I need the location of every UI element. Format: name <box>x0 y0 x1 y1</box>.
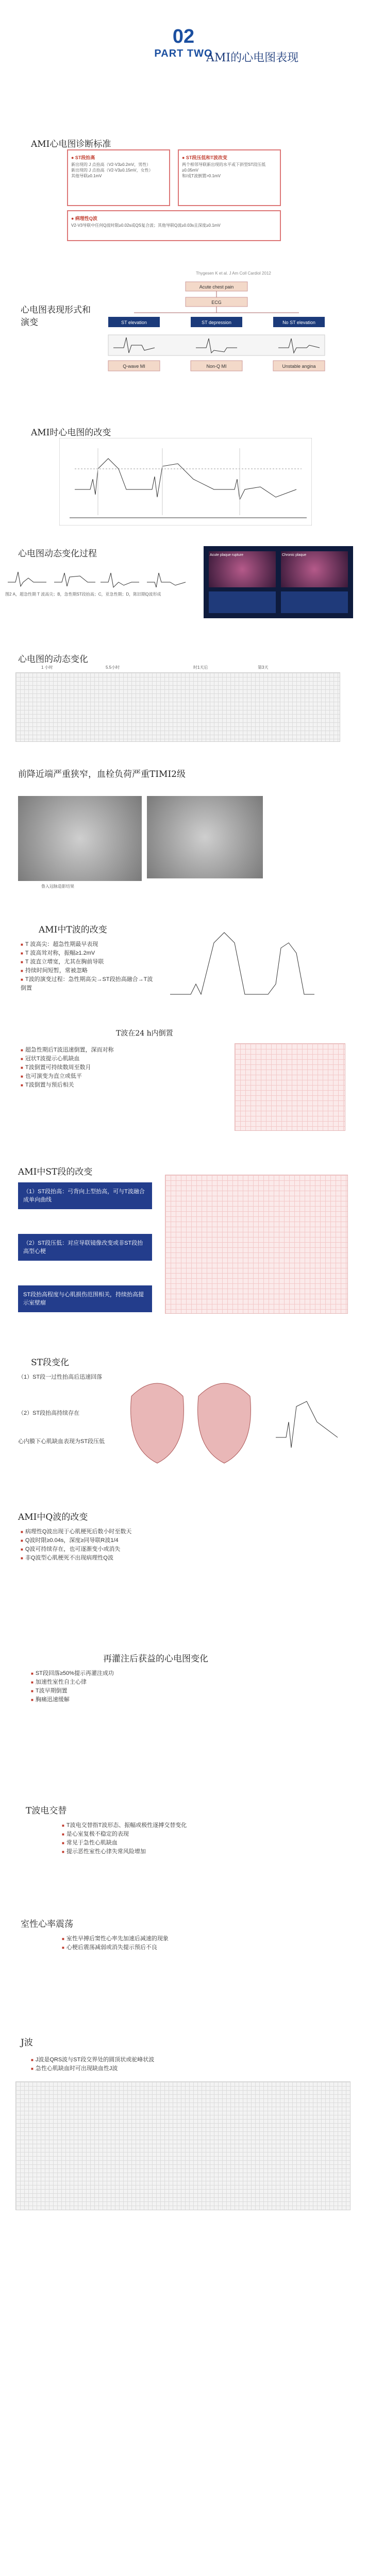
flow-node-st-depression: ST depression <box>202 320 231 325</box>
list-item: ■ 是心室复极不稳定的表现 <box>62 1830 345 1839</box>
list-item: ■ ST段回落≥50%提示再灌注成功 <box>31 1669 237 1678</box>
list-item: ■ T波早期倒置 <box>31 1687 237 1696</box>
q-wave-list <box>21 1528 345 1563</box>
time-label: 1 小时 <box>41 665 53 670</box>
reperfusion-list <box>31 1669 237 1704</box>
t-wave-list <box>21 940 155 992</box>
plaque-photos: Acute plaque rupture Chronic plaque <box>204 546 353 618</box>
list-item: ■ T波电交替指T波形态、振幅或极性逐搏交替变化 <box>62 1821 345 1830</box>
list-item: ■ 急性心肌缺血时可出现缺血性J波 <box>31 2064 237 2073</box>
flow-node-q-mi: Q-wave MI <box>123 364 145 369</box>
flow-node-no-st: No ST elevation <box>282 320 315 325</box>
list-item: ■ 冠状T波提示心肌缺血 <box>21 1055 216 1063</box>
section-title-ami-changes: AMI时心电图的改变 <box>31 428 111 438</box>
flow-node-st-elevation: ST elevation <box>121 320 147 325</box>
t-alternans-list <box>62 1821 345 1856</box>
list-item: ■ Q波时限≥0.04s，深度≥同导联R波1/4 <box>21 1536 345 1545</box>
criteria-q-box: ● 病理性Q波 V2-V3导联中任何Q波时限≥0.02s或QS复合波；其他导联Q波≥0.03s且深度≥0.1mV <box>67 210 281 241</box>
flow-node-ua: Unstable angina <box>282 364 316 369</box>
angiography-caption: 鲁入冠脉造影结果 <box>41 884 74 889</box>
criteria-st-line: 新出现的 J 点抬高（V2-V3≥0.2mV，男性） <box>71 162 151 167</box>
phase-caption: 图2 A，超急性期 T 波高尖；B，急性期ST段抬高；C，亚急性期；D，陈旧期Q波形成 <box>5 592 161 597</box>
list-item: ■ 超急性期后T波迅速倒置，深而对称 <box>21 1046 216 1055</box>
section-title-t-wave: AMI中T波的改变 <box>39 925 107 935</box>
list-item: ■ J波是QRS波与ST段交界处的圆顶状或驼峰状波 <box>31 2056 237 2064</box>
list-item: ■ T 波直立增宽，尤其在胸前导联 <box>21 958 155 967</box>
list-item: ■ 持续时间短暂，常被忽略 <box>21 967 155 975</box>
source-citation: Thygesen K et al. J Am Coll Cardiol 2012 <box>196 271 271 276</box>
flow-node-ecg: ECG <box>211 300 222 305</box>
st-box-2: （2）ST段压低：对应导联镜像改变或非ST段抬高型心梗 <box>18 1234 152 1261</box>
st-change-desc: （2）ST段抬高持续存在 <box>18 1410 80 1416</box>
time-label: 5.5小时 <box>106 665 120 670</box>
heart-diagrams <box>111 1360 348 1473</box>
list-item: ■ 心梗后震荡减弱或消失提示预后不良 <box>62 1943 345 1952</box>
j-wave-ecg <box>15 2081 351 2210</box>
section-title-t-24h: T波在24 h内倒置 <box>116 1029 173 1038</box>
criteria-panel <box>67 149 283 242</box>
criteria-st-line: 其他导联≥0.1mV <box>71 174 102 178</box>
section-title-t-alternans: T波电交替 <box>26 1806 67 1816</box>
ecg-series-image <box>15 672 340 742</box>
j-wave-list <box>31 2056 237 2073</box>
section-title-dynamic: 心电图的动态变化 <box>18 654 88 665</box>
t-inversion-ecg <box>235 1043 345 1131</box>
ecg-evolution-diagram <box>59 438 312 526</box>
angiography-image-1 <box>18 796 142 881</box>
section-title-criteria: AMI心电图诊断标准 <box>31 139 111 149</box>
section-number: 02 <box>172 26 195 47</box>
angiography-image-2 <box>147 796 263 878</box>
flow-node-non-q: Non-Q MI <box>206 364 227 369</box>
list-item: ■ T 波高耸对称，振幅≥1.2mV <box>21 949 155 958</box>
section-title-reperfusion: 再灌注后获益的心电图变化 <box>103 1654 208 1664</box>
criteria-st-line: 新出现的 J 点抬高（V2-V3≥0.15mV，女性） <box>71 168 153 173</box>
list-item: ■ T 波高尖：超急性期最早表现 <box>21 940 155 949</box>
section-subtitle: PART TWO <box>154 48 213 59</box>
hrt-list <box>62 1935 345 1952</box>
section-title-q: AMI中Q波的改变 <box>18 1512 88 1522</box>
st-box-3: ST段抬高程度与心肌损伤范围相关，持续抬高提示室壁瘤 <box>18 1285 152 1312</box>
section-title-angiography: 前降近端严重狭窄，血栓负荷严重TIMI2级 <box>18 769 186 779</box>
st-change-desc: 心内膜下心肌缺血表现为ST段压低 <box>18 1438 105 1445</box>
list-item: ■ Q波可持续存在，也可逐渐变小或消失 <box>21 1545 345 1554</box>
section-title-hrt: 室性心率震荡 <box>21 1919 73 1929</box>
st-box-1: （1）ST段抬高：弓背向上型抬高，可与T波融合成单向曲线 <box>18 1182 152 1209</box>
phase-strips <box>5 567 191 590</box>
list-item: ■ 常见于急性心肌缺血 <box>62 1839 345 1848</box>
section-title-forms: 心电图表现形式和演变 <box>21 305 91 328</box>
st-ecg <box>165 1175 348 1314</box>
page-title: AMI的心电图表现 <box>206 52 299 64</box>
list-item: ■ T波的演变过程：急性期高尖→ST段抬高融合→T波倒置 <box>21 975 155 992</box>
list-item: ■ 胸痛迅速缓解 <box>31 1696 237 1704</box>
criteria-nst-box: ● ST段压低和T波改变 两个相邻导联新出现的水平或下斜型ST段压低≥0.05mV 和/或T波倒置>0.1mV <box>178 149 281 206</box>
criteria-st-box: ● ST段抬高 新出现的 J 点抬高（V2-V3≥0.2mV，男性） 新出现的 J 点抬高（V2-V3≥0.15mV，女性） 其他导联≥0.1mV <box>67 149 170 206</box>
list-item: ■ T波倒置与预后相关 <box>21 1081 216 1090</box>
list-item: ■ 非Q波型心肌梗死不出现病理性Q波 <box>21 1554 345 1563</box>
list-item: ■ T波倒置可持续数周至数月 <box>21 1063 216 1072</box>
section-title-j-wave: J波 <box>21 2038 33 2048</box>
list-item: ■ 加速性室性自主心律 <box>31 1678 237 1687</box>
flow-diagram <box>103 281 345 384</box>
list-item: ■ 病理性Q波出现于心肌梗死后数小时至数天 <box>21 1528 345 1536</box>
time-label: 第3天 <box>258 665 269 670</box>
section-title-st: AMI中ST段的改变 <box>18 1167 93 1177</box>
list-item: ■ 室性早搏后窦性心率先加速后减速的现象 <box>62 1935 345 1943</box>
time-label: 时1天后 <box>193 665 208 670</box>
list-item: ■ 也可演变为直立或低平 <box>21 1072 216 1081</box>
section-title-st-change: ST段变化 <box>31 1358 69 1368</box>
t-wave-diagram <box>165 922 320 1005</box>
list-item: ■ 提示恶性室性心律失常风险增加 <box>62 1848 345 1856</box>
t-inversion-list <box>21 1046 216 1090</box>
st-change-desc: （1）ST段一过性抬高后迅速回落 <box>18 1374 103 1380</box>
flow-node-chest-pain: Acute chest pain <box>199 284 234 290</box>
section-title-dynamic-process: 心电图动态变化过程 <box>18 549 97 559</box>
